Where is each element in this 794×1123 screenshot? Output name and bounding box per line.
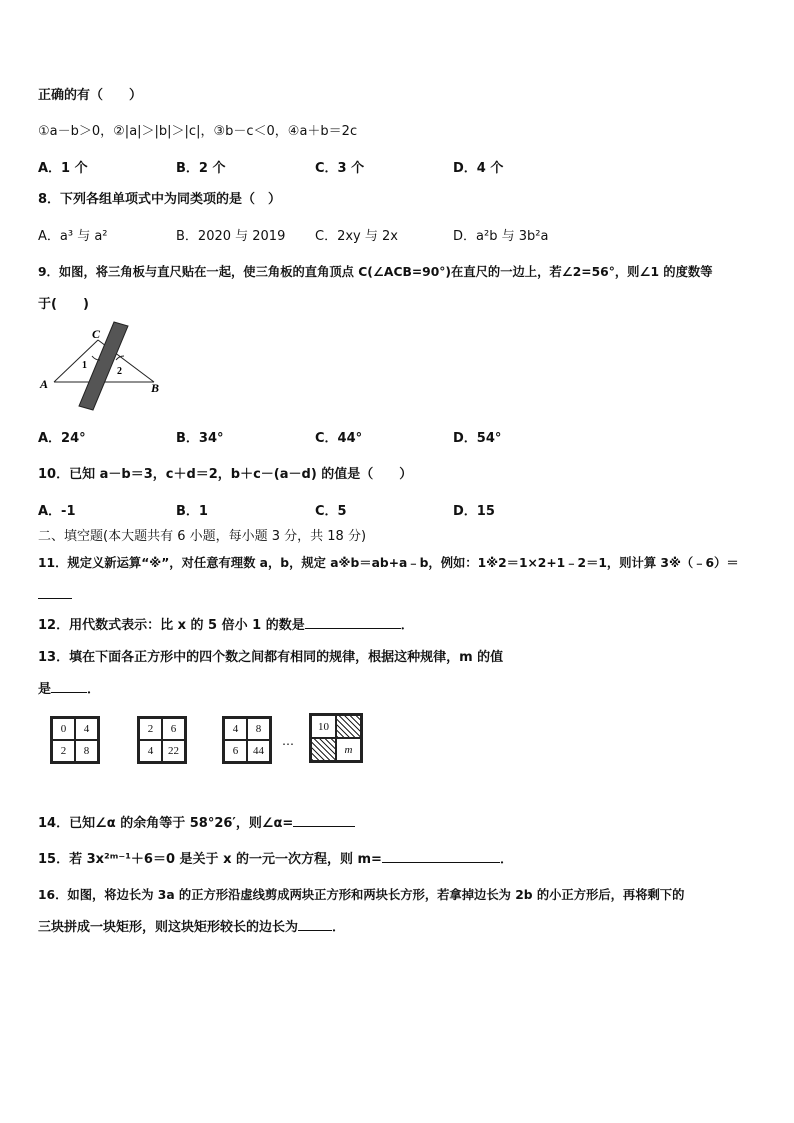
q9-option-a: A．24° <box>38 431 86 446</box>
square-1-cell: 2 <box>52 740 75 762</box>
square-4-hatched-cell <box>311 738 336 761</box>
q12-text: 12．用代数式表示：比 x 的 5 倍小 1 的数是 <box>38 618 305 633</box>
square-1-cell: 0 <box>52 718 75 740</box>
q14-line <box>38 812 355 831</box>
q10-stem: 10．已知 a－b＝3，c＋d＝2，b＋c－(a－d) 的值是（ ） <box>38 467 413 482</box>
square-1-cell: 4 <box>75 718 98 740</box>
number-square-3 <box>222 716 272 764</box>
q9-stem-line2: 于( ) <box>38 297 89 312</box>
q11-answer-blank[interactable] <box>38 598 72 599</box>
q10-option-b: B．1 <box>176 504 208 519</box>
square-2-cell: 2 <box>139 718 162 740</box>
label-angle-2: 2 <box>117 366 122 377</box>
square-4-cell-m: m <box>336 738 361 761</box>
section2-title: 二、填空题(本大题共有 6 小题，每小题 3 分，共 18 分) <box>38 529 367 544</box>
q7-option-c: C．3 个 <box>315 161 365 176</box>
square-3-cell: 8 <box>247 718 270 740</box>
q7-option-d: D．4 个 <box>453 161 504 176</box>
label-c: C <box>92 327 101 341</box>
square-3-cell: 4 <box>224 718 247 740</box>
square-3-cell: 44 <box>247 740 270 762</box>
q9-option-d: D．54° <box>453 431 502 446</box>
q13-line1: 13．填在下面各正方形中的四个数之间都有相同的规律，根据这种规律，m 的值 <box>38 650 504 665</box>
q15-line <box>38 848 513 867</box>
q7-statement-2: ②|a|＞|b|＞|c|， <box>113 124 214 139</box>
q13-line2 <box>38 678 100 697</box>
square-2-cell: 4 <box>139 740 162 762</box>
q15-end: ． <box>499 852 513 867</box>
square-2-cell: 22 <box>162 740 185 762</box>
square-1-cell: 8 <box>75 740 98 762</box>
q7-option-a: A．1 个 <box>38 161 88 176</box>
q9-option-c: C．44° <box>315 431 363 446</box>
q15-text: 15．若 3x²ᵐ⁻¹＋6＝0 是关于 x 的一元一次方程，则 m= <box>38 852 382 867</box>
q10-option-c: C．5 <box>315 504 347 519</box>
q8-stem: 8．下列各组单项式中为同类项的是（ ） <box>38 192 282 207</box>
square-4-hatched-cell <box>336 715 361 738</box>
number-square-1 <box>50 716 100 764</box>
q16-text: 三块拼成一块矩形，则这块矩形较长的边长为 <box>38 920 299 935</box>
q9-stem-line1: 9．如图，将三角板与直尺贴在一起，使三角板的直角顶点 C(∠ACB=90°)在直尺的一边上，若∠2=56°，则∠1 的度数等 <box>38 265 713 279</box>
label-b: B <box>151 381 160 395</box>
q7-statements <box>38 120 357 139</box>
q10-option-d: D．15 <box>453 504 495 519</box>
q8-option-d: D．a²b 与 3b²a <box>453 229 549 244</box>
number-square-4 <box>309 713 363 763</box>
q15-answer-blank[interactable] <box>382 850 500 863</box>
q16-answer-blank[interactable] <box>298 918 332 931</box>
number-square-2 <box>137 716 187 764</box>
label-angle-1: 1 <box>82 360 87 371</box>
q8-option-a: A．a³ 与 a² <box>38 229 108 244</box>
q12-end: ． <box>400 618 414 633</box>
q8-option-b: B．2020 与 2019 <box>176 229 286 244</box>
q7-statement-1: ①a－b＞0， <box>38 124 114 139</box>
q16-line2 <box>38 916 345 935</box>
q8-option-c: C．2xy 与 2x <box>315 229 398 244</box>
label-a: A <box>40 377 49 391</box>
q7-tail: 正确的有（ ） <box>38 88 143 103</box>
q11-stem: 11．规定义新运算“※”，对任意有理数 a，b，规定 a※b＝ab+a﹣b，例如：1※2＝1×2+1﹣2＝1，则计算 3※（﹣6）＝ <box>38 556 739 570</box>
square-4-cell-top-left: 10 <box>311 715 336 738</box>
q16-line1: 16．如图，将边长为 3a 的正方形沿虚线剪成两块正方形和两块长方形，若拿掉边长为 2b 的小正方形后，再将剩下的 <box>38 888 685 902</box>
q9-option-b: B．34° <box>176 431 224 446</box>
q14-answer-blank[interactable] <box>293 814 355 827</box>
q12-line <box>38 614 414 633</box>
q10-option-a: A．-1 <box>38 504 76 519</box>
squares-ellipsis: … <box>282 734 294 748</box>
q12-answer-blank[interactable] <box>305 616 401 629</box>
q13-answer-blank[interactable] <box>51 680 87 693</box>
q14-text: 14．已知∠α 的余角等于 58°26′，则∠α= <box>38 816 294 831</box>
square-2-cell: 6 <box>162 718 185 740</box>
square-3-cell: 6 <box>224 740 247 762</box>
q16-end: ． <box>332 920 346 935</box>
q7-statement-3: ③b－c＜0， <box>213 124 288 139</box>
q13-prefix: 是 <box>38 682 52 697</box>
q7-statement-4: ④a＋b＝2c <box>287 124 358 139</box>
q13-end: ． <box>87 682 101 697</box>
q7-option-b: B．2 个 <box>176 161 226 176</box>
q9-figure <box>36 318 171 413</box>
